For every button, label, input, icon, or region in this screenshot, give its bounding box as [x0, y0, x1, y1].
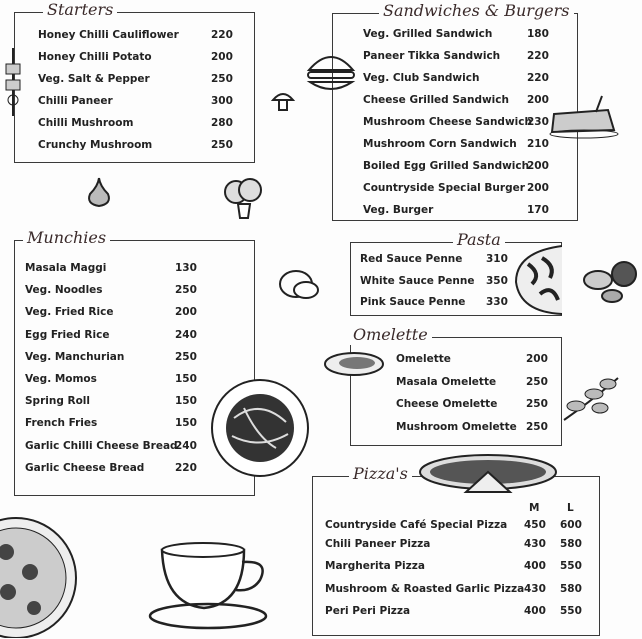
menu-item	[333, 24, 577, 44]
coffee-cup-illustration	[148, 540, 274, 632]
menu-item	[313, 534, 599, 554]
item-name: Veg. Manchurian	[25, 350, 125, 363]
item-name: Pink Sauce Penne	[360, 296, 466, 309]
item-price: 170	[527, 204, 549, 216]
item-name: Cheese Omelette	[396, 398, 498, 410]
menu-item	[15, 91, 254, 111]
item-name: Honey Chilli Cauliflower	[38, 29, 179, 41]
menu-item	[15, 47, 254, 67]
item-price: 250	[175, 350, 197, 363]
item-name: Cheese Grilled Sandwich	[363, 94, 509, 106]
menu-item	[333, 200, 577, 220]
item-name: Veg. Burger	[363, 204, 434, 216]
item-name: Veg. Grilled Sandwich	[363, 28, 493, 40]
item-name: Omelette	[396, 353, 451, 365]
item-price: 150	[175, 373, 197, 385]
item-name: Red Sauce Penne	[360, 253, 463, 265]
item-name: Chili Paneer Pizza	[325, 537, 431, 550]
item-name: Spring Roll	[25, 395, 90, 408]
item-price: 280	[211, 117, 233, 129]
pasta-plate-illustration	[512, 244, 562, 316]
skewer-illustration	[2, 48, 24, 116]
item-name: Mushroom Corn Sandwich	[363, 138, 517, 150]
item-price: 430	[524, 582, 546, 595]
noodle-bowl-illustration	[210, 378, 310, 478]
item-price: 210	[527, 138, 549, 150]
sandwich-illustration	[548, 92, 624, 140]
pizza-top-illustration	[418, 452, 558, 498]
item-name: Countryside Special Burger	[363, 182, 525, 194]
egg-illustration	[276, 268, 322, 302]
item-name: Masala Omelette	[396, 375, 497, 388]
garlic-illustration	[84, 176, 114, 208]
menu-item	[313, 556, 599, 576]
item-price: 330	[486, 296, 508, 309]
starters-title: Starters	[43, 0, 117, 20]
menu-item	[313, 515, 599, 535]
pizza-title: Pizza's	[349, 464, 412, 484]
menu-item	[333, 46, 577, 66]
size-l-header: L	[567, 502, 574, 514]
size-m-header: M	[529, 502, 540, 514]
item-name: Paneer Tikka Sandwich	[363, 50, 501, 62]
item-price: 200	[211, 51, 233, 63]
item-price: 250	[526, 398, 548, 410]
item-name: Chilli Paneer	[38, 95, 113, 107]
menu-item	[15, 69, 254, 89]
item-price: 200	[526, 353, 548, 365]
item-name: Countryside Café Special Pizza	[325, 519, 508, 531]
item-price: 130	[175, 262, 197, 274]
item-price: 250	[211, 73, 233, 85]
pizza-illustration	[0, 512, 80, 638]
item-price: 350	[486, 274, 508, 287]
menu-item	[15, 135, 254, 155]
item-price: 310	[486, 253, 508, 265]
mushroom-illustration	[270, 88, 296, 114]
item-price: 220	[175, 461, 197, 474]
item-price-large: 580	[560, 537, 582, 550]
item-name: Mushroom Omelette	[396, 420, 517, 433]
item-price: 300	[211, 95, 233, 107]
item-name: Crunchy Mushroom	[38, 139, 153, 151]
item-price: 250	[526, 375, 548, 388]
cauliflower-illustration	[220, 174, 266, 220]
menu-item	[15, 302, 254, 322]
item-price: 150	[175, 417, 197, 430]
menu-item	[15, 280, 254, 300]
item-price: 250	[526, 420, 548, 433]
item-price: 150	[175, 395, 197, 408]
item-name: Mushroom Cheese Sandwich	[363, 116, 532, 128]
onion-illustration	[580, 250, 638, 304]
item-price: 200	[527, 182, 549, 194]
sandwiches-section	[332, 1, 578, 221]
item-price: 250	[211, 139, 233, 151]
item-name: Honey Chilli Potato	[38, 51, 152, 63]
munchies-title: Munchies	[23, 228, 110, 248]
item-price: 400	[524, 560, 546, 573]
pizza-section	[312, 464, 600, 636]
item-price: 450	[524, 519, 546, 531]
item-price: 220	[527, 72, 549, 84]
item-name: Garlic Chilli Cheese Bread	[25, 439, 178, 452]
item-name: Boiled Egg Grilled Sandwich	[363, 160, 530, 172]
item-price: 230	[527, 116, 549, 128]
item-name: Veg. Fried Rice	[25, 306, 114, 319]
menu-item	[313, 579, 599, 599]
item-name: White Sauce Penne	[360, 274, 475, 287]
burger-illustration	[305, 50, 357, 96]
item-name: Garlic Cheese Bread	[25, 461, 145, 474]
starters-section	[14, 0, 255, 163]
menu-item	[333, 112, 577, 132]
item-name: Veg. Salt & Pepper	[38, 73, 150, 85]
item-name: Mushroom & Roasted Garlic Pizza	[325, 582, 525, 595]
item-price: 220	[211, 29, 233, 41]
item-name: Veg. Noodles	[25, 284, 103, 297]
omelette-plate-illustration	[323, 350, 385, 378]
item-price: 400	[524, 605, 546, 618]
menu-item	[333, 156, 577, 176]
menu-item	[15, 325, 254, 345]
item-price: 200	[175, 306, 197, 319]
menu-item	[333, 68, 577, 88]
item-price: 240	[175, 439, 197, 452]
item-price-large: 550	[560, 560, 582, 573]
item-price: 200	[527, 94, 549, 106]
item-price: 220	[527, 50, 549, 62]
herb-illustration	[560, 372, 622, 426]
pasta-title: Pasta	[453, 230, 505, 250]
item-price: 200	[527, 160, 549, 172]
item-price: 180	[527, 28, 549, 40]
item-name: Veg. Club Sandwich	[363, 72, 480, 84]
menu-item	[15, 113, 254, 133]
sandwiches-title: Sandwiches & Burgers	[379, 1, 574, 21]
item-price-large: 550	[560, 605, 582, 618]
menu-item	[333, 134, 577, 154]
item-name: Veg. Momos	[25, 373, 97, 385]
menu-item	[351, 394, 561, 414]
item-name: Egg Fried Rice	[25, 328, 110, 341]
menu-item	[333, 178, 577, 198]
menu-item	[333, 90, 577, 110]
menu-item	[313, 601, 599, 621]
omelette-title: Omelette	[349, 325, 432, 345]
item-name: Peri Peri Pizza	[325, 605, 411, 618]
item-price-large: 580	[560, 582, 582, 595]
item-price: 240	[175, 328, 197, 341]
menu-item	[15, 347, 254, 367]
item-name: French Fries	[25, 417, 98, 430]
item-price: 250	[175, 284, 197, 297]
item-name: Masala Maggi	[25, 262, 107, 274]
menu-item	[15, 25, 254, 45]
menu-item	[15, 258, 254, 278]
item-price-large: 600	[560, 519, 582, 531]
item-name: Margherita Pizza	[325, 560, 425, 573]
item-price: 430	[524, 537, 546, 550]
menu-item	[351, 417, 561, 437]
item-name: Chilli Mushroom	[38, 117, 134, 129]
